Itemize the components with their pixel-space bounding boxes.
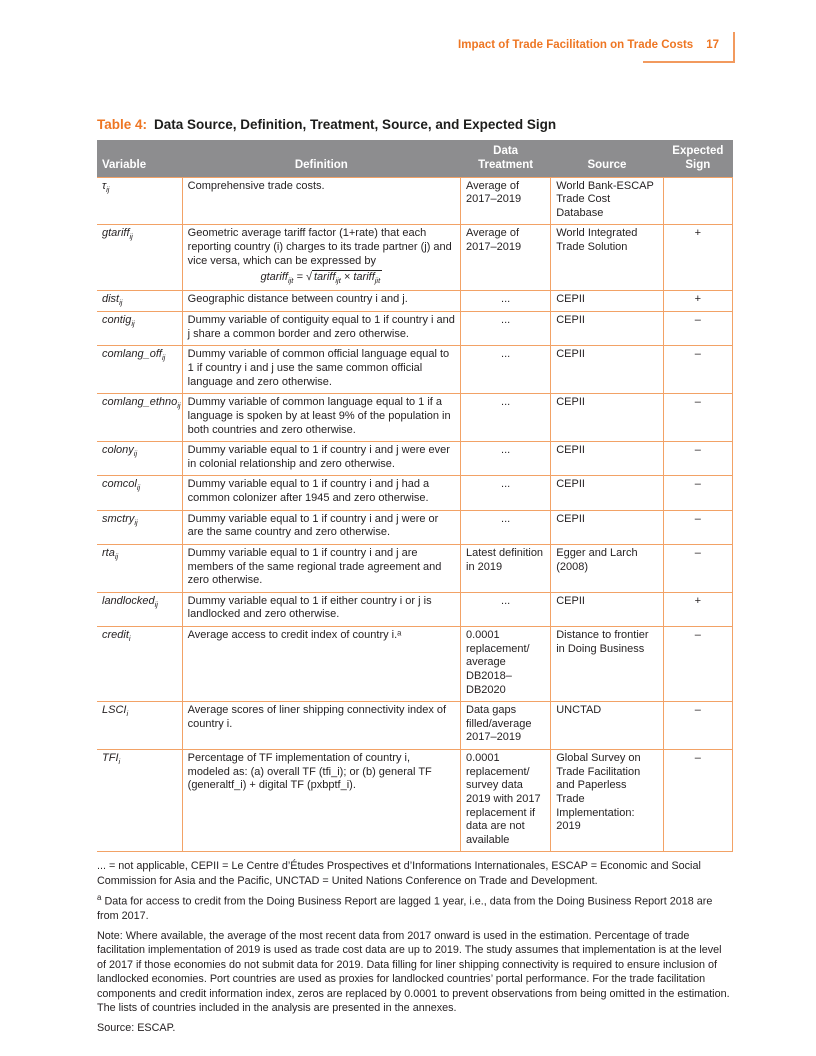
variable-name: credit [102,629,129,642]
variable-name: τ [102,179,107,192]
footnote-text: Data for access to credit from the Doing Business Report are lagged 1 year, i.e., data from the Doing Business Report 2018 are from 2017. [97,895,713,923]
definition-cell [182,442,460,476]
variable-name: smctry [102,512,135,525]
table-row [97,177,733,225]
definition-text: Geographic distance between country i and j. [187,292,408,305]
definition-cell [182,394,460,442]
variable-cell [97,394,182,442]
variable-cell [97,442,182,476]
expected-sign-cell: – [663,544,732,592]
table-row [97,510,733,544]
table-row [97,627,733,702]
definition-text: Dummy variable of contiguity equal to 1 if country i and j share a common border and zero otherwise. [187,314,455,340]
variable-cell [97,312,182,346]
table-row [97,592,733,626]
table-row [97,544,733,592]
column-header-source: Source [551,140,663,177]
definition-text: Dummy variable equal to 1 if country i and j were ever in colonial relationship and zero otherwise. [187,444,450,470]
data-treatment-cell: ... [461,394,551,442]
expected-sign-cell: – [663,346,732,394]
table-row [97,312,733,346]
expected-sign-cell: – [663,394,732,442]
data-treatment-cell: Average of 2017–2019 [461,225,551,290]
variable-name: colony [102,444,134,457]
definition-text: Dummy variable equal to 1 if country i and j had a common colonizer after 1945 and zero otherwise. [187,478,430,505]
variable-subscript: ij [129,232,133,242]
expected-sign-cell [663,177,732,225]
source-cell: Global Survey on Trade Facilitation and Paperless Trade Implementation: 2019 [551,750,663,852]
data-treatment-cell: Average of 2017–2019 [461,177,551,225]
data-treatment-cell: ... [461,510,551,544]
definition-text: Dummy variable of common official language equal to 1 if country i and j use the same common official language and zero otherwise. [187,348,450,388]
data-treatment-cell: ... [461,476,551,510]
source-cell: CEPII [551,510,663,544]
variable-name: dist [102,292,120,305]
running-head [458,39,719,51]
variable-subscript: ij [106,184,110,194]
variable-name: contig [102,314,132,327]
variable-subscript: ij [133,449,138,459]
table-notes [97,859,733,1035]
variable-name: TFI [102,752,119,765]
definition-cell [182,750,460,852]
page-header [315,30,735,70]
source-cell: CEPII [551,592,663,626]
variable-subscript: ij [114,552,119,562]
variable-name: rta [102,546,115,559]
variable-name: comlang_off [102,348,162,361]
expected-sign-cell: + [663,290,732,311]
column-header-variable: Variable [97,140,182,177]
note-abbreviations: ... = not applicable, CEPII = Le Centre d’Études Prospectives et d’Informations Internationales, ESCAP = Economic and Social Commission for Asia and the Pacific, UNCTAD = United Nations Conference on Trade and Development. [97,860,701,887]
source-cell: Distance to frontier in Doing Business [551,627,663,702]
data-treatment-cell: ... [461,290,551,311]
variable-subscript: ij [177,401,181,411]
definition-cell [182,592,460,626]
variable-name: comcol [102,478,137,491]
note-source: Source: ESCAP. [97,1021,176,1034]
variable-cell [97,544,182,592]
variable-subscript: ij [161,353,166,363]
definition-text: Average access to credit index of country i.ᵃ [187,629,402,642]
expected-sign-cell: – [663,702,732,750]
source-cell: CEPII [551,312,663,346]
definition-text: Dummy variable equal to 1 if country i and j were or are the same country and zero otherwise. [187,512,439,539]
table-row [97,442,733,476]
expected-sign-cell: – [663,442,732,476]
variable-subscript: ij [136,483,141,493]
column-header-expected-sign: Expected Sign [663,140,732,177]
variable-cell [97,592,182,626]
table-caption: Data Source, Definition, Treatment, Source, and Expected Sign [154,117,557,132]
source-cell: UNCTAD [551,702,663,750]
variable-cell [97,750,182,852]
variable-cell [97,627,182,702]
data-treatment-cell: ... [461,592,551,626]
definition-cell [182,225,460,290]
table-row [97,750,733,852]
column-header-definition: Definition [182,140,460,177]
variable-cell [97,702,182,750]
source-cell: CEPII [551,346,663,394]
variable-subscript: i [128,634,131,644]
definition-text: Average scores of liner shipping connectivity index of country i. [187,704,447,730]
source-cell: World Integrated Trade Solution [551,225,663,290]
definition-cell [182,702,460,750]
note-footnote-a [97,893,733,924]
variable-name: comlang_ethno [102,396,178,409]
variable-subscript: i [118,757,121,767]
definition-cell [182,312,460,346]
variable-cell [97,510,182,544]
table-row [97,476,733,510]
data-treatment-cell: 0.0001 replacement/ survey data 2019 with 2017 replacement if data are not available [461,750,551,852]
variable-subscript: i [126,709,129,719]
data-treatment-cell: ... [461,312,551,346]
variable-cell [97,290,182,311]
definition-cell [182,510,460,544]
table-row [97,702,733,750]
variable-name: landlocked [102,594,155,607]
source-cell: Egger and Larch (2008) [551,544,663,592]
source-cell: CEPII [551,442,663,476]
footnote-marker: a [97,893,102,903]
table-row [97,346,733,394]
data-table [97,140,733,852]
column-header-data-treatment: Data Treatment [461,140,551,177]
expected-sign-cell: + [663,592,732,626]
expected-sign-cell: – [663,627,732,702]
source-cell: World Bank-ESCAP Trade Cost Database [551,177,663,225]
variable-subscript: ij [131,319,135,329]
variable-cell [97,177,182,225]
variable-subscript: ij [154,600,158,610]
gtariff-formula: gtariff$_{ijt}$ = √ tariff$_{ijt}$ × tariff$_{jit}$ [260,271,381,286]
definition-text: Comprehensive trade costs. [187,179,325,192]
expected-sign-cell: – [663,312,732,346]
variable-name: gtariff [102,227,130,240]
data-treatment-cell: Latest definition in 2019 [461,544,551,592]
data-treatment-cell: Data gaps filled/average 2017–2019 [461,702,551,750]
definition-text: Dummy variable equal to 1 if country i and j are members of the same regional trade agreement and zero otherwise. [187,546,442,587]
definition-text: Geometric average tariff factor (1+rate) that each reporting country (i) charges to its trade partner (j) and vice versa, which can be expressed by [187,227,452,267]
definition-text: Dummy variable of common language equal to 1 if a language is spoken by at least 9% of the population in both countries and zero otherwise. [187,396,451,436]
data-treatment-cell: 0.0001 replacement/ average DB2018–DB2020 [461,627,551,702]
definition-cell [182,346,460,394]
variable-cell [97,476,182,510]
table-label: Table 4: [97,117,148,132]
table-row [97,225,733,290]
expected-sign-cell: – [663,510,732,544]
table-row [97,394,733,442]
definition-cell [182,627,460,702]
definition-cell [182,290,460,311]
expected-sign-cell: – [663,750,732,852]
page-number: 17 [706,39,719,51]
expected-sign-cell: + [663,225,732,290]
variable-subscript: ij [119,297,123,307]
variable-subscript: ij [134,517,138,527]
data-treatment-cell: ... [461,346,551,394]
variable-cell [97,346,182,394]
source-cell: CEPII [551,476,663,510]
variable-name: LSCI [102,704,127,717]
variable-cell [97,225,182,290]
table-title [97,117,733,132]
note-general: Note: Where available, the average of the most recent data from 2017 onward is used in the estimation. Percentage of trade facilitation implementation of 2019 is used as trade cost data are up to 2019. The study assumes that implementation is at the level of 2017 if those economies do not submit data for 2019. Data filling for liner shipping connectivity is required to ensure inclusion of landlocked economies. Port countries are used as proxies for landlocked countries’ portal performance. For the trade facilitation components and credit information index, zeros are replaced by 0.0001 to prevent observations from being omitted in the estimation. The lists of countries included in the analysis are presented in the annexes. [97,929,730,1015]
definition-cell [182,476,460,510]
expected-sign-cell: – [663,476,732,510]
definition-cell [182,544,460,592]
definition-text: Dummy variable equal to 1 if either country i or j is landlocked and zero otherwise. [187,594,432,621]
running-head-title: Impact of Trade Facilitation on Trade Costs [458,39,694,51]
source-cell: CEPII [551,290,663,311]
table-row [97,290,733,311]
data-treatment-cell: ... [461,442,551,476]
definition-cell [182,177,460,225]
definition-text: Percentage of TF implementation of country i, modeled as: (a) overall TF (tfi_i); or (b) general TF (generaltf_i) + digital TF (pxbptf_i). [187,752,432,792]
source-cell: CEPII [551,394,663,442]
table-block [97,117,733,1040]
table-header-row [97,140,733,177]
